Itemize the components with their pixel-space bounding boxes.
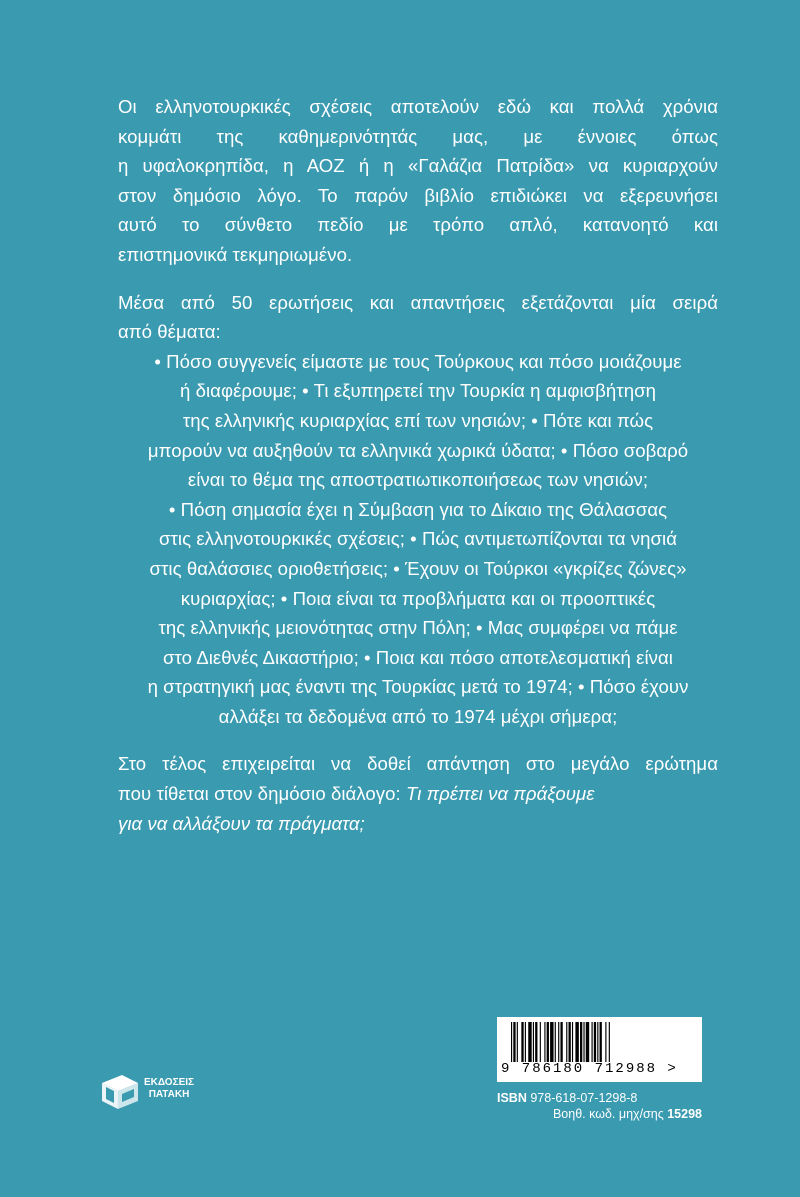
text-line: αυτό το σύνθετο πεδίο με τρόπο απλό, κατανοητό και [118, 214, 718, 236]
text-line: Οι ελληνοτουρκικές σχέσεις αποτελούν εδώ και πολλά χρόνια [118, 96, 718, 117]
barcode-bar [521, 1022, 523, 1062]
barcode-bar [547, 1022, 549, 1062]
barcode-bar [592, 1022, 593, 1062]
barcode-bar [566, 1022, 567, 1062]
barcode-bar [600, 1022, 602, 1062]
publisher-name [144, 1077, 194, 1100]
barcode-bar [535, 1022, 537, 1062]
blurb-paragraph-questions [118, 288, 718, 732]
barcode-bar [550, 1022, 553, 1062]
barcode-bar [560, 1022, 562, 1062]
barcode-bar [533, 1022, 534, 1062]
barcode-bar [580, 1022, 582, 1062]
barcode-bar [525, 1022, 526, 1062]
blurb-paragraph-conclusion [118, 749, 718, 838]
barcode-bars [511, 1022, 691, 1062]
publisher-line: ΕΚΔΟΣΕΙΣ [144, 1077, 195, 1088]
barcode-bar [575, 1022, 578, 1062]
barcode-bar [555, 1022, 556, 1062]
internal-code-number: 15298 [667, 1107, 702, 1121]
barcode-bar [594, 1022, 596, 1062]
barcode-bar [517, 1022, 518, 1062]
barcode-bar [609, 1022, 610, 1062]
publisher-line: ΠΑΤΑΚΗ [148, 1088, 190, 1100]
text-line: αλλάξει τα δεδομένα από το 1974 μέχρι σήμερα; [218, 705, 618, 727]
text-line: κυριαρχίας; • Ποια είναι τα προβλήματα και οι προοπτικές [180, 587, 656, 609]
blurb [118, 92, 718, 838]
barcode-bar [597, 1022, 598, 1062]
barcode-bar [544, 1022, 545, 1062]
text-line: επιστημονικά τεκμηριωμένο. [118, 243, 353, 265]
isbn-label: ISBN [497, 1091, 527, 1105]
text-line: μπορούν να αυξηθούν τα ελληνικά χωρικά ύδατα; • Πόσο σοβαρό [147, 439, 689, 461]
text-line: κομμάτι της καθημερινότητάς μας, με έννοιες όπως [118, 125, 718, 147]
text-line: ή διαφέρουμε; • Τι εξυπηρετεί την Τουρκία η αμφισβήτηση [179, 380, 657, 402]
text-line: στο Διεθνές Δικαστήριο; • Ποια και πόσο αποτελεσματική είναι [162, 646, 673, 668]
barcode-bar [540, 1022, 541, 1062]
publisher-logo [100, 1073, 212, 1113]
barcode-bar [605, 1022, 606, 1062]
italic-question: Τι πρέπει να πράξουμε [405, 783, 595, 805]
barcode-bar [558, 1022, 559, 1062]
text-line: της ελληνικής μειονότητας στην Πόλη; • Μας συμφέρει να πάμε [158, 617, 678, 639]
barcode [497, 1017, 702, 1082]
barcode-bar [569, 1022, 571, 1062]
text-line: • Πόσο συγγενείς είμαστε με τους Τούρκους και πόσο μοιάζουμε [154, 350, 682, 372]
barcode-bar [528, 1022, 531, 1062]
text-fragment: που τίθεται στον δημόσιο διάλογο: [118, 783, 406, 805]
text-line: της ελληνικής κυριαρχίας επί των νησιών; • Πότε και πώς [182, 409, 654, 431]
text-line: στον δημόσιο λόγο. Το παρόν βιβλίο επιδιώκει να εξερευνήσει [118, 184, 718, 206]
text-line: η υφαλοκρηπίδα, η ΑΟΖ ή η «Γαλάζια Πατρίδα» να κυριαρχούν [118, 155, 718, 177]
isbn-line [497, 1090, 702, 1106]
barcode-bar [513, 1022, 515, 1062]
barcode-digits: 9 786180 712988 > [501, 1061, 678, 1077]
text-line: Στο τέλος επιχειρείται να δοθεί απάντηση στο μεγάλο ερώτημα [118, 753, 718, 775]
text-line: • Πόση σημασία έχει η Σύμβαση για το Δίκαιο της Θάλασσας [168, 498, 668, 520]
text-line: είναι το θέμα της αποστρατιωτικοποιήσεως των νησιών; [187, 469, 649, 491]
internal-code-label: Βοηθ. κωδ. μηχ/σης [552, 1107, 664, 1121]
blurb-paragraph-intro [118, 92, 718, 270]
isbn-number: 978-618-07-1298-8 [530, 1091, 638, 1105]
text-line: η στρατηγική μας έναντι της Τουρκίας μετά το 1974; • Πόσο έχουν [147, 676, 689, 698]
text-line: στις ελληνοτουρκικές σχέσεις; • Πώς αντιμετωπίζονται τα νησιά [158, 528, 678, 550]
text-line [118, 779, 718, 809]
text-line: Μέσα από 50 ερωτήσεις και απαντήσεις εξετάζονται μία σειρά [118, 291, 718, 313]
internal-code-line [497, 1106, 702, 1122]
isbn-block [497, 1090, 702, 1122]
barcode-bar [586, 1022, 589, 1062]
barcode-bar [511, 1022, 512, 1062]
barcode-bar [583, 1022, 584, 1062]
publisher-logo-icon [100, 1073, 140, 1111]
text-line: από θέματα: [118, 321, 221, 343]
barcode-bar [572, 1022, 573, 1062]
text-line: στις θαλάσσιες οριοθετήσεις; • Έχουν οι Τούρκοι «γκρίζες ζώνες» [149, 557, 687, 579]
italic-question: για να αλλάξουν τα πράγματα; [118, 812, 365, 834]
